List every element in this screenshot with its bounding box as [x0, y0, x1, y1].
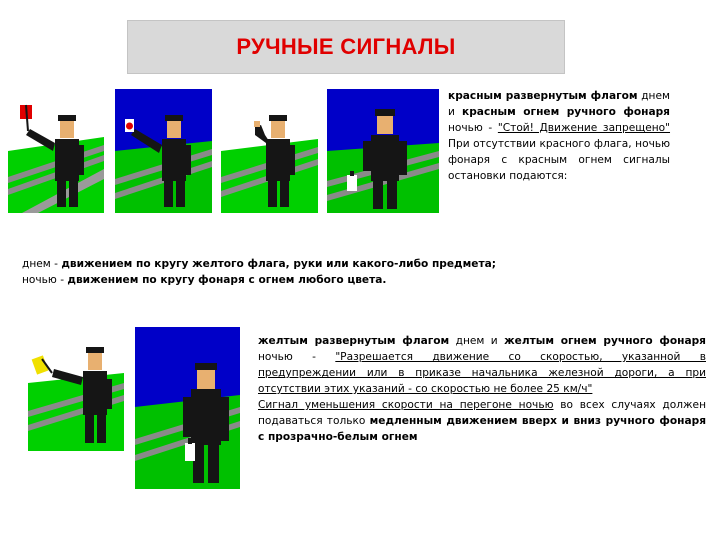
stop-text-line-4: При отсутствии красного флага, ночью [448, 138, 670, 150]
yellow-lantern-phrase: желтым огнем ручного фонаря [504, 335, 706, 347]
title-box [127, 20, 565, 74]
stop-red-lantern-phrase: красным огнем ручного фонаря [462, 106, 670, 118]
slowdown-motion-phrase: медленным движением вверх и вниз ручного фонаря [369, 415, 706, 427]
circular-day-text: движением по кругу желтого флага, руки или какого-либо предмета; [61, 258, 496, 270]
illustration-white-lantern-night [135, 327, 240, 489]
circular-day-prefix: днем - [22, 258, 62, 270]
yellow-meaning-line-4: отсутствии этих указаний - со скоростью не более 25 км/ч" [258, 383, 593, 395]
illustration-lantern-low-night [327, 89, 439, 213]
slowdown-all-cases: во всех случаях должен [553, 399, 706, 411]
slowdown-only-prefix: подаваться только [258, 415, 370, 427]
circular-night-text: движением по кругу фонаря с огнем любого цвета. [67, 274, 387, 286]
slowdown-white-light: с прозрачно-белым огнем [258, 431, 418, 443]
illustration-yellow-flag-day [28, 327, 124, 451]
yellow-flag-day-image [28, 327, 124, 451]
red-lantern-night-image [115, 89, 212, 213]
yellow-night-word: ночью - [258, 351, 336, 363]
yellow-signal-text [258, 333, 706, 445]
yellow-day-and: днем и [449, 335, 505, 347]
yellow-meaning-start: "Разрешается движение со скоростью, указанной в [335, 351, 706, 363]
hand-signal-day-image [221, 89, 318, 213]
yellow-flag-phrase: желтым развернутым флагом [258, 335, 450, 347]
stop-red-flag-phrase: красным развернутым флагом [448, 90, 638, 102]
slowdown-signal-phrase: Сигнал уменьшения скорости на перегоне ночью [258, 399, 554, 411]
stop-night-word: ночью - [448, 122, 498, 134]
stop-text-line-6: остановки подаются: [448, 170, 568, 182]
lantern-low-night-image [327, 89, 439, 213]
red-flag-day-image [8, 89, 104, 213]
yellow-meaning-line-3: предупреждении или в приказе начальника железной дороги, а при [258, 367, 706, 379]
stop-signal-text [448, 88, 670, 184]
illustration-hand-signal-day [221, 89, 318, 213]
illustration-red-lantern-night [115, 89, 212, 213]
stop-and-word: и [448, 106, 463, 118]
illustration-red-flag-day [8, 89, 104, 213]
circular-night-prefix: ночью - [22, 274, 68, 286]
stop-text-line-5: фонаря с красным огнем сигналы [448, 154, 670, 166]
white-lantern-night-image [135, 327, 240, 489]
stop-signal-meaning: "Стой! Движение запрещено" [497, 122, 671, 134]
circular-motion-text [22, 256, 542, 288]
page-title: РУЧНЫЕ СИГНАЛЫ [236, 34, 456, 59]
stop-day-word: днем [637, 90, 670, 102]
